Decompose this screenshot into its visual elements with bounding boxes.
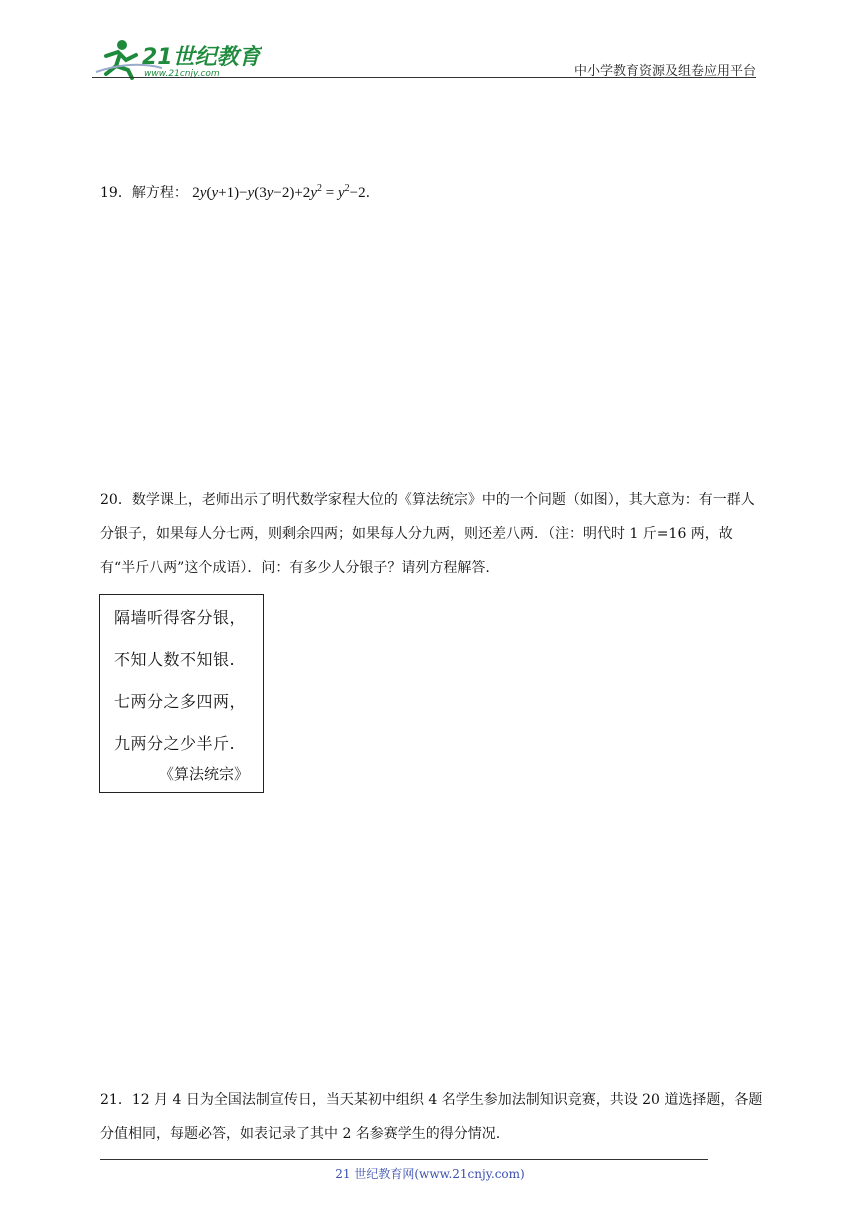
logo [92, 36, 262, 80]
logo-text: 21世纪教育 [142, 45, 261, 70]
logo-runner-icon [92, 36, 262, 80]
poem-source: 《算法统宗》 [158, 765, 249, 783]
poem-box [99, 594, 264, 793]
footer-text: 21 世纪教育网(www.21cnjy.com) [335, 1167, 525, 1181]
question-20: 20．数学课上，老师出示了明代数学家程大位的《算法统宗》中的一个问题（如图），其大意为：有一群人分银子，如果每人分七两，则剩余四两；如果每人分九两，则还差八两．（注：明代时 1 斤=16 两，故有“半斤八两”这个成语）．问：有多少人分银子？请列方程解答. [100, 492, 755, 576]
question-19-equation: $2y(y+1)-y(3y-2)+2y^2 = y^2-2$ [192, 183, 366, 201]
question-19-prefix: 19．解方程： [100, 185, 188, 201]
question-19-period: . [365, 185, 371, 201]
question-21: 21．12 月 4 日为全国法制宣传日，当天某初中组织 4 名学生参加法制知识竞赛，共设 20 道选择题，各题分值相同，每题必答，如表记录了其中 2 名参赛学生的得分情况. [100, 1092, 763, 1142]
poem-line: 不知人数不知银. [114, 650, 236, 669]
poem-line: 九两分之少半斤. [114, 734, 236, 753]
header-divider [92, 77, 756, 78]
question-19 [100, 172, 764, 210]
poem-line: 七两分之多四两， [114, 692, 247, 711]
platform-title: 中小学教育资源及组卷应用平台 [573, 64, 756, 79]
footer-divider [100, 1159, 708, 1160]
logo-url: www.21cnjy.com [144, 69, 220, 79]
poem-line: 隔墙听得客分银， [114, 608, 247, 627]
